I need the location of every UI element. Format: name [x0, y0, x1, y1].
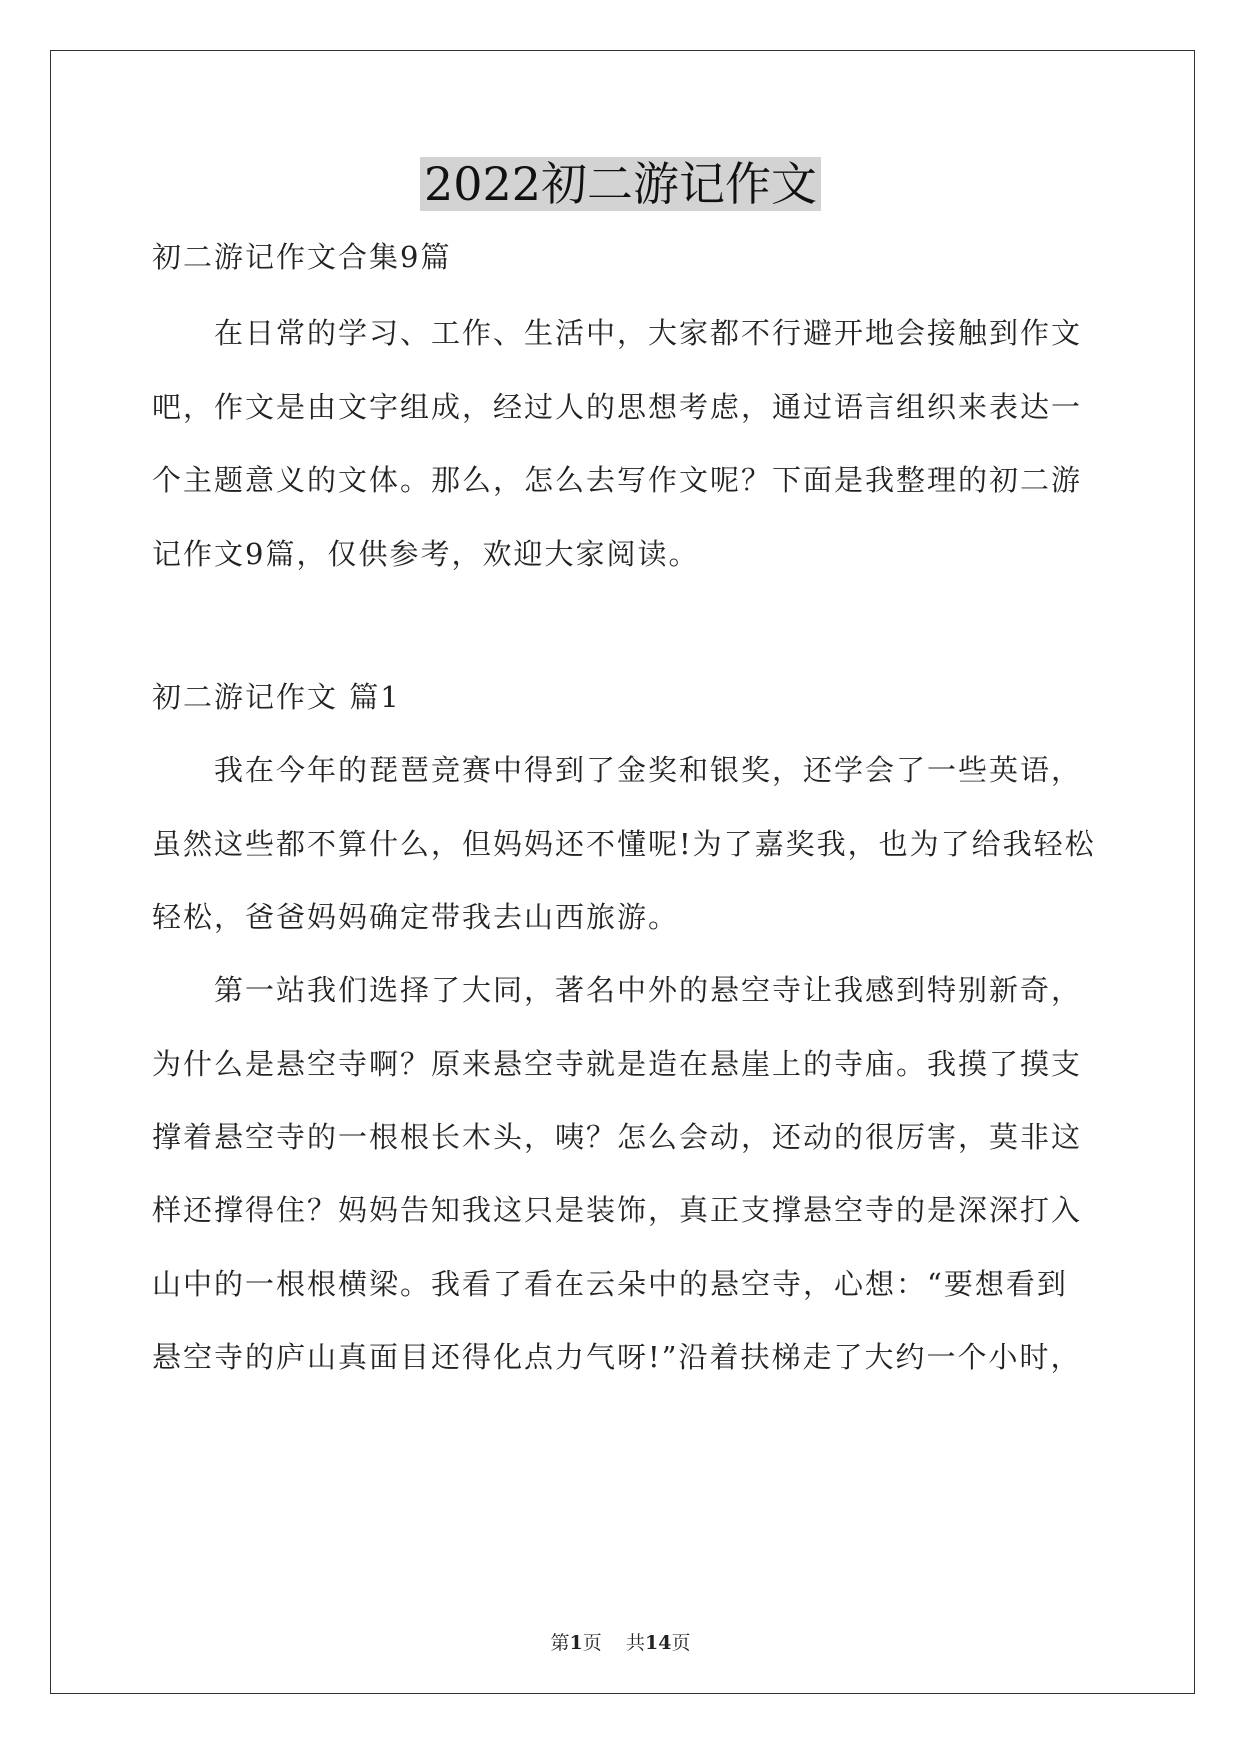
- paragraph-line: 记作文9篇，仅供参考，欢迎大家阅读。: [152, 537, 700, 571]
- paragraph-line: 样还撑得住？妈妈告知我这只是装饰，真正支撑悬空寺的是深深打入: [152, 1193, 1083, 1227]
- document-title-text: 2022初二游记作文: [420, 157, 821, 211]
- paragraph-line: 山中的一根根横梁。我看了看在云朵中的悬空寺，心想：“要想看到: [152, 1267, 1068, 1301]
- paragraph-line: 吧，作文是由文字组成，经过人的思想考虑，通过语言组织来表达一: [152, 390, 1083, 424]
- page-prefix: 第: [550, 1632, 570, 1654]
- page-border: [50, 50, 1195, 1694]
- paragraph-line: 在日常的学习、工作、生活中，大家都不行避开地会接触到作文: [214, 316, 1083, 350]
- document-title: [0, 152, 1241, 216]
- page-footer: [0, 1630, 1241, 1656]
- paragraph-line: 我在今年的琵琶竞赛中得到了金奖和银奖，还学会了一些英语，: [214, 753, 1083, 787]
- page-number: 1: [569, 1632, 583, 1654]
- subtitle-line: 初二游记作文合集9篇: [152, 240, 452, 274]
- section-heading: 初二游记作文 篇1: [152, 680, 401, 714]
- page-suffix: 页: [582, 1632, 602, 1654]
- paragraph-line: 悬空寺的庐山真面目还得化点力气呀!”沿着扶梯走了大约一个小时，: [152, 1340, 1082, 1374]
- paragraph-line: 虽然这些都不算什么，但妈妈还不懂呢!为了嘉奖我，也为了给我轻松: [152, 827, 1096, 861]
- total-prefix: 共: [625, 1632, 645, 1654]
- total-pages: 14: [644, 1632, 672, 1654]
- total-suffix: 页: [671, 1632, 691, 1654]
- paragraph-line: 轻松，爸爸妈妈确定带我去山西旅游。: [152, 900, 680, 934]
- paragraph-line: 撑着悬空寺的一根根长木头，咦？怎么会动，还动的很厉害，莫非这: [152, 1120, 1083, 1154]
- paragraph-line: 第一站我们选择了大同，著名中外的悬空寺让我感到特别新奇，: [214, 973, 1083, 1007]
- paragraph-line: 个主题意义的文体。那么，怎么去写作文呢？下面是我整理的初二游: [152, 463, 1083, 497]
- paragraph-line: 为什么是悬空寺啊？原来悬空寺就是造在悬崖上的寺庙。我摸了摸支: [152, 1047, 1083, 1081]
